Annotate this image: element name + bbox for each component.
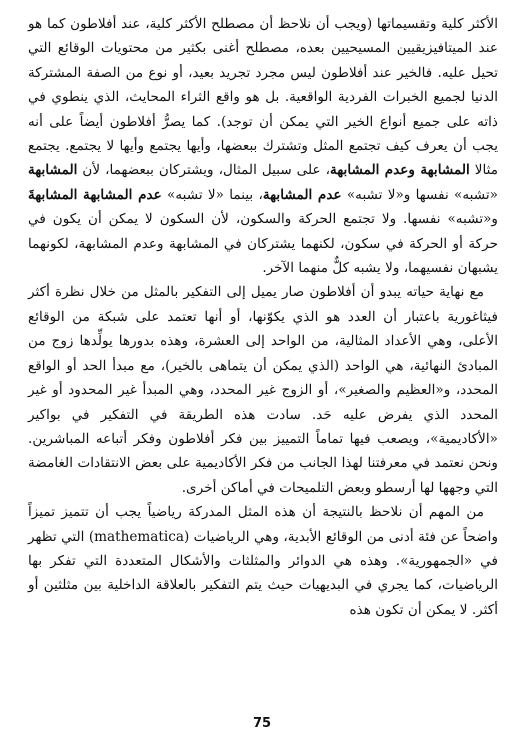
page-number: 75 xyxy=(252,716,272,731)
text-run: و«تشبه» نفسها. ولا تجتمع الحركة والسكون، لأن السكون لا يمكن أن يكون في حركة أو الحركة في سكون، لكنهما يشتركان في المشابهة وعدم المشابهة، لكونهما يشبهان نفسيهما، ولا يشبه كلٌّ منهما الآخر. xyxy=(28,211,498,277)
paragraph xyxy=(28,500,498,622)
paragraph xyxy=(28,280,498,500)
bold-term: المشابهة xyxy=(28,162,78,179)
bold-term: عدم المشابهة xyxy=(262,186,342,203)
text-run: «تشبه» نفسها و«لا تشبه» xyxy=(341,186,498,203)
bold-term: عدم المشابهة المشابهةَ xyxy=(28,186,162,203)
text-run: الأكثر كلية وتقسيماتها (ويجب أن نلاحظ أن مصطلح الأكثر كلية، عند أفلاطون كما هو عند الميتافيزيقيين المسيحيين بعده، مصطلح أغنى بكثير من محتويات الوقائع التي تحيل عليه. فالخير عند أفلاطون ليس مجرد تجريد بعيد، أو نوع من الصفة المشتركة الدنيا لجميع الخبرات الفردية الواقعية. بل هو واقع الثراء المحايث، الذي ينطوي في ذاته على جميع أنواع الخير التي يمكن أن توجد). كما يصرُّ أفلاطون أيضاً على أنه يجب أن يعرف كيف تجتمع المثل وتشترك ببعضها، وأيها يجتمع وأيها لا يجتمع. يجتمع مثالا xyxy=(28,16,498,179)
text-run: ، على سبيل المثال، ويشتركان ببعضهما، لأن xyxy=(77,162,330,179)
body-text xyxy=(28,12,498,622)
text-run: من المهم أن نلاحظ بالنتيجة أن هذه المثل المدركة رياضياً يجب أن تتميز تميزاً واضحاً عن فئة أدنى من الوقائع الأبدية، وهي الرياضيات ( xyxy=(28,504,499,545)
text-run: ، بينما «لا تشبه» xyxy=(161,186,263,203)
paragraph xyxy=(28,12,498,280)
text-run: ) التي تظهر في «الجمهورية». وهذه هي الدوائر والمثلثات والأشكال المتعددة التي تفكر بها الرياضيات، كما يجري في البديهيات حيث يتم التفكير بالعلاقة الداخلية بين مثلثين أو أكثر. لا يمكن أن تكون هذه xyxy=(28,528,498,618)
bold-term: المشابهة وعدم المشابهة xyxy=(329,162,470,179)
latin-term: mathematica xyxy=(94,528,184,545)
text-run: مع نهاية حياته يبدو أن أفلاطون صار يميل إلى التفكير بالمثل من خلال نظرة أكثر فيثاغورية باعتبار أن العدد هو الذي يكوّنها، أو أنها تعتمد على شبكة من الوقائع الأعلى، وهي الأعداد المثالية، من الواحد إلى العشرة، وهذه بدورها يولِّدها زوج من المبادئ النهائية، هي الواحد (الذي يمكن أن يتماهى بالخير)، مع مبدأ الحد أو الواقع المحدد، و«العظيم والصغير»، أو الزوج غير المحدد، وهي المبدأ غير المحدود أو غير المحدد الذي يفرض عليه حَد. سادت هذه الطريقة في التفكير في بواكير «الأكاديمية»، ويصعب فيها تماماً التمييز بين فكر أفلاطون وفكر أتباعه المباشرين. ونحن نعتمد في معرفتنا لهذا الجانب من فكر الأكاديمية على بعض الانتقادات الغامضة التي وجهها لها أرسطو وبعض التلميحات في أماكن أخرى. xyxy=(28,284,498,496)
